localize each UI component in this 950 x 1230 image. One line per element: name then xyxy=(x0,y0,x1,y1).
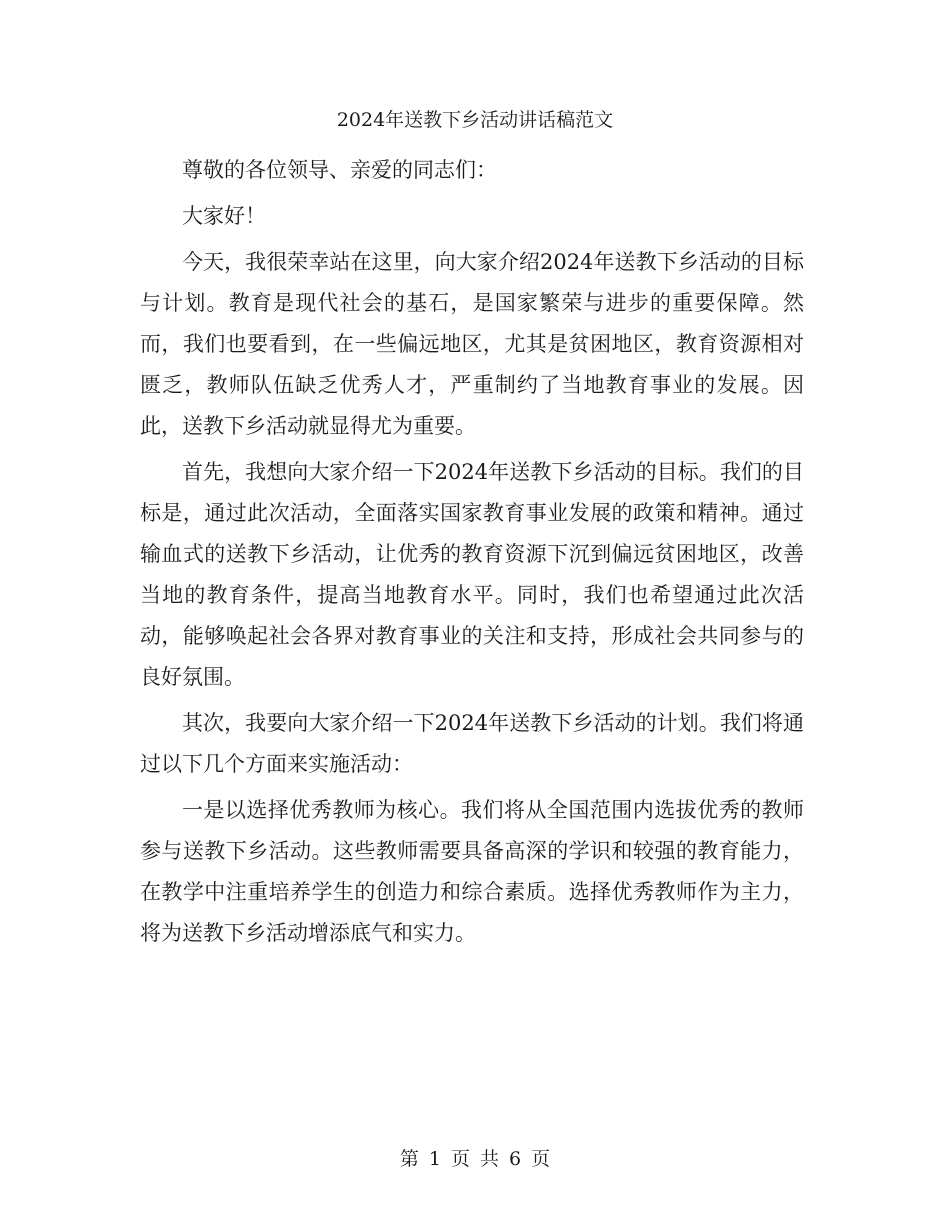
page-number-footer: 第 1 页 共 6 页 xyxy=(399,1148,551,1170)
paragraph-introduction: 今天，我很荣幸站在这里，向大家介绍2024年送教下乡活动的目标与计划。教育是现代社会的基石，是国家繁荣与进步的重要保障。然而，我们也要看到，在一些偏远地区，尤其是贫困地区，教育资源相对匮乏，教师队伍缺乏优秀人才，严重制约了当地教育事业的发展。因此，送教下乡活动就显得尤为重要。 xyxy=(140,250,804,438)
document-title: 2024年送教下乡活动讲话稿范文 xyxy=(336,109,614,131)
salutation: 尊敬的各位领导、亲爱的同志们： xyxy=(182,158,497,182)
greeting: 大家好！ xyxy=(182,204,266,228)
paragraph-goals: 首先，我想向大家介绍一下2024年送教下乡活动的目标。我们的目标是，通过此次活动，全面落实国家教育事业发展的政策和精神。通过输血式的送教下乡活动，让优秀的教育资源下沉到偏远贫困地区，改善当地的教育条件，提高当地教育水平。同时，我们也希望通过此次活动，能够唤起社会各界对教育事业的关注和支持，形成社会共同参与的良好氛围。 xyxy=(140,460,804,689)
paragraph-plan: 其次，我要向大家介绍一下2024年送教下乡活动的计划。我们将通过以下几个方面来实施活动： xyxy=(140,711,804,776)
document-body xyxy=(140,150,804,959)
paragraph-plan-item-1: 一是以选择优秀教师为核心。我们将从全国范围内选拔优秀的教师参与送教下乡活动。这些教师需要具备高深的学识和较强的教育能力，在教学中注重培养学生的创造力和综合素质。选择优秀教师作为主力，将为送教下乡活动增添底气和实力。 xyxy=(140,798,804,945)
